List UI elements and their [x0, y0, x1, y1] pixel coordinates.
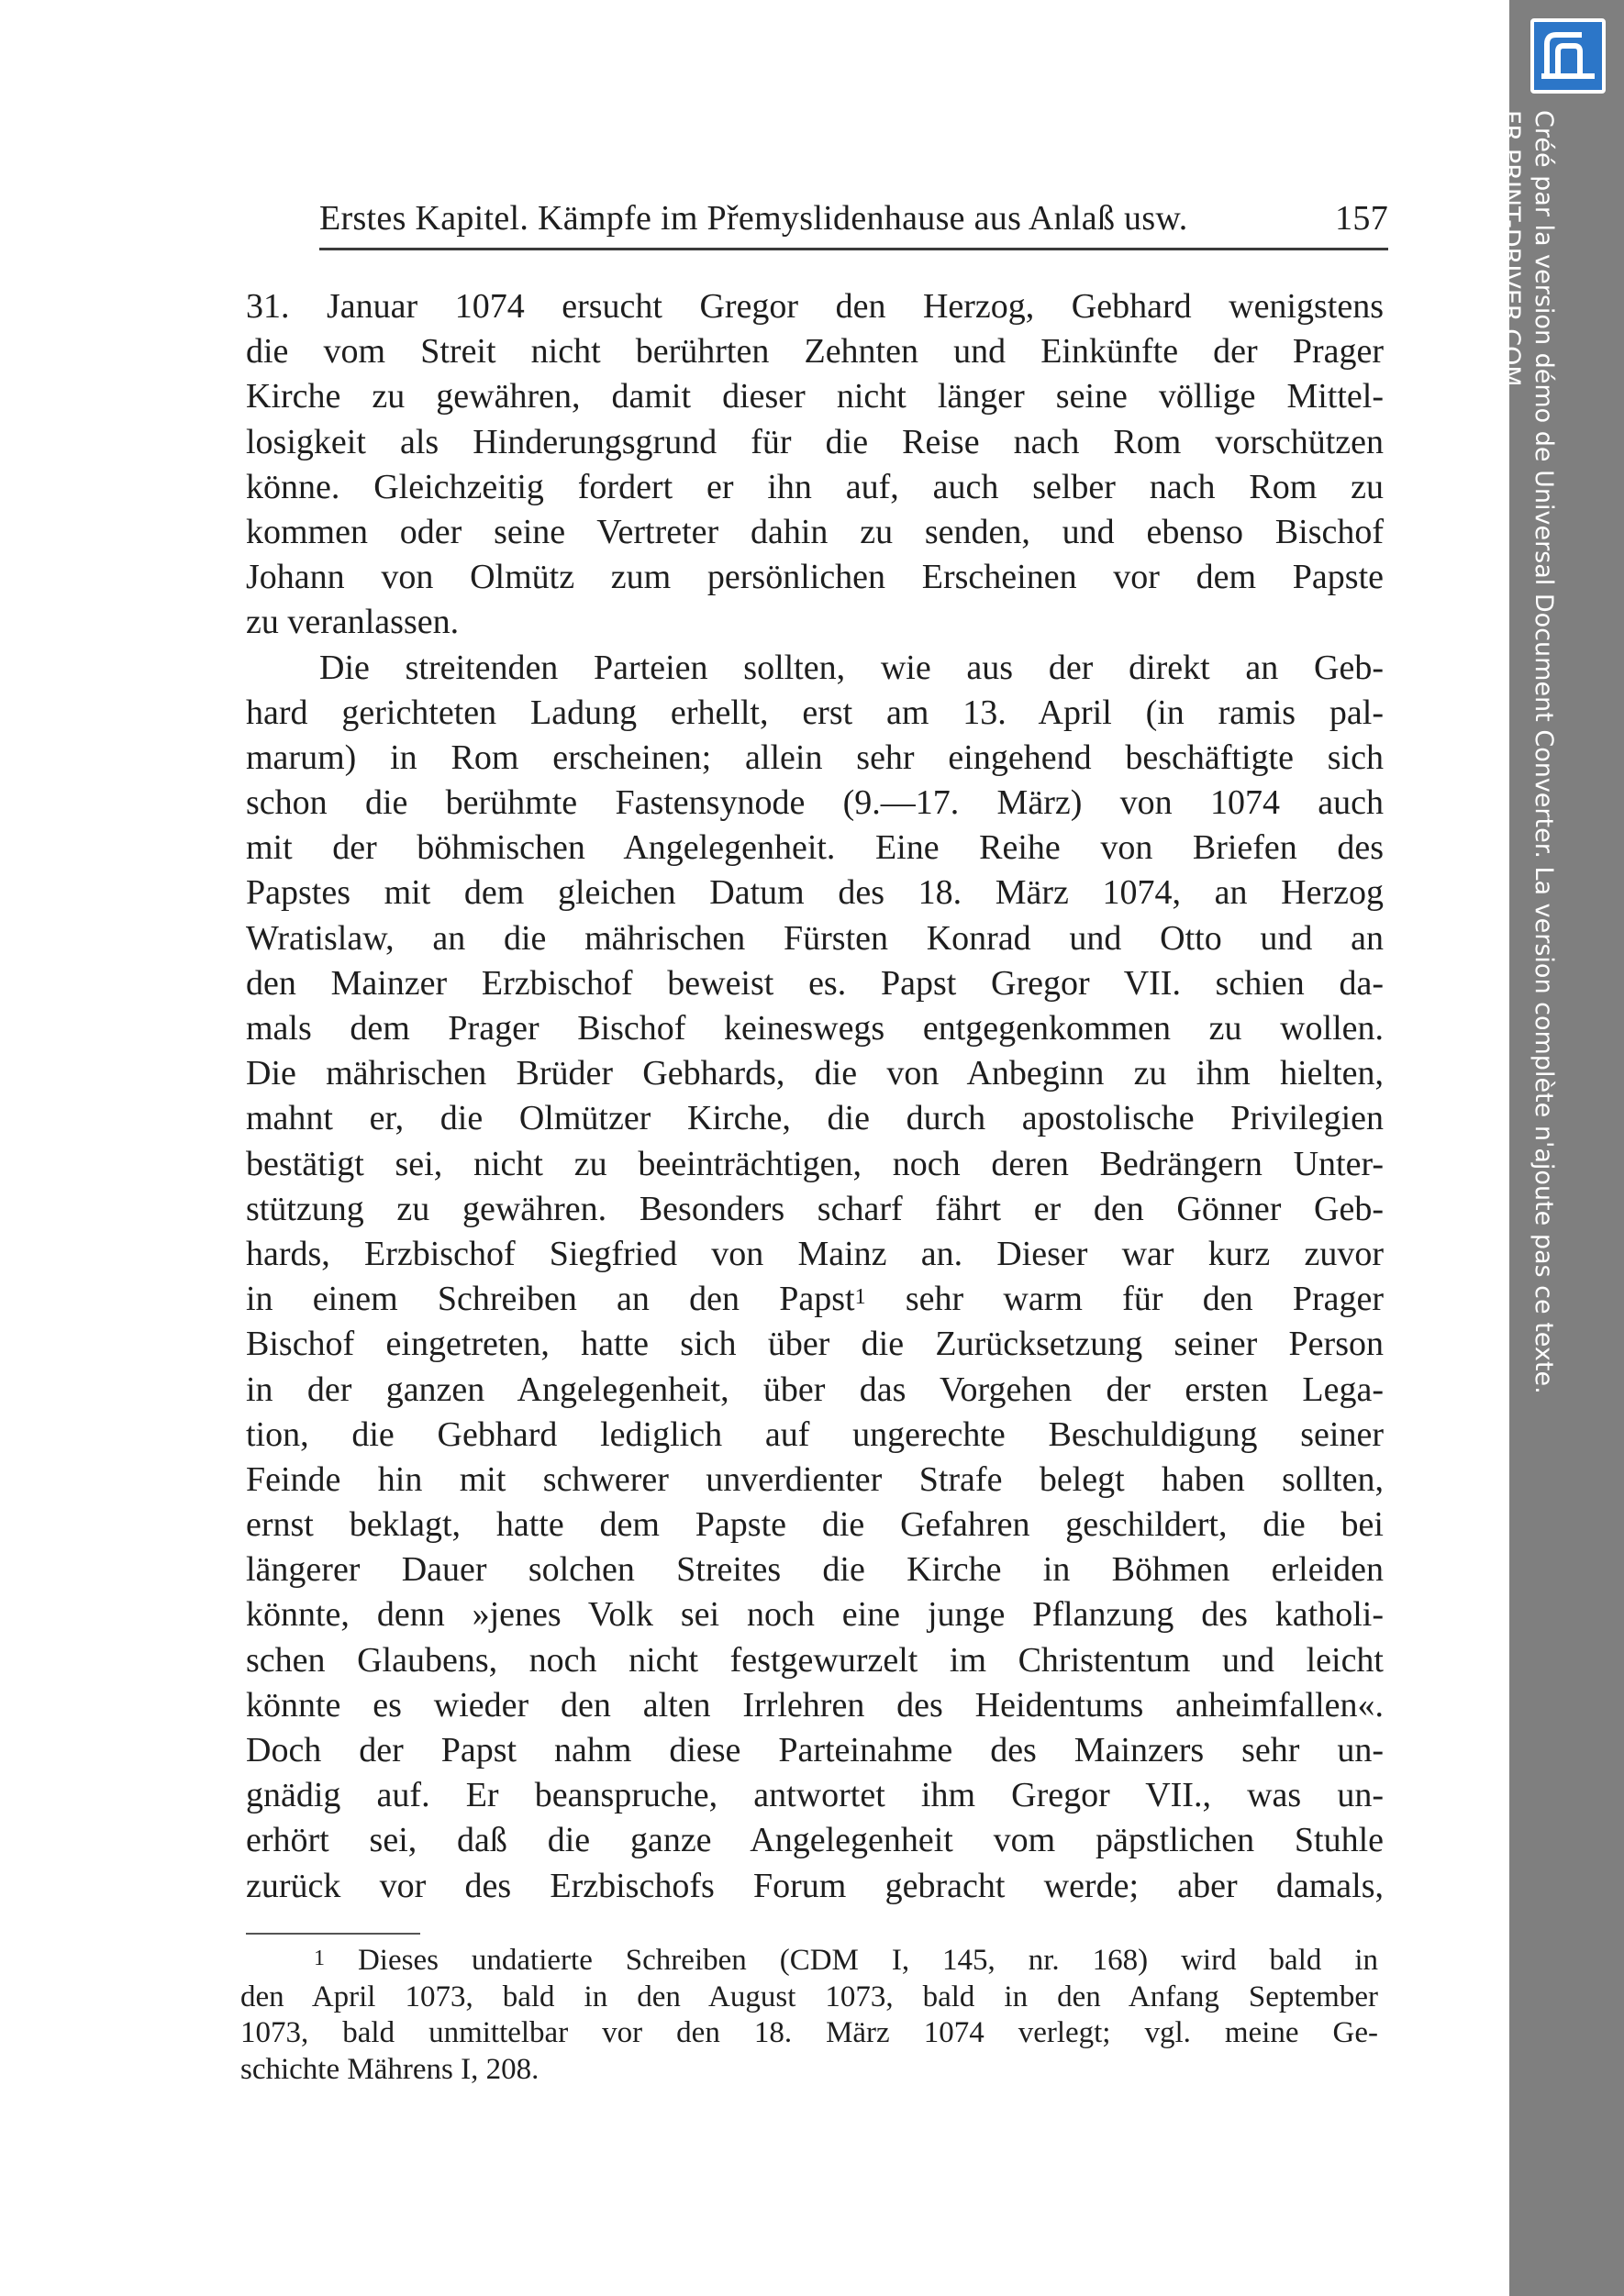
body-text — [246, 284, 1384, 1909]
document-converter-logo-icon — [1530, 18, 1606, 94]
footnote-text: Dieses undatierte Schreiben (CDM I, 145, nr. 168) wird bald in — [357, 1944, 1378, 1977]
text-line: Bischof eingetreten, hatte sich über die Zurücksetzung seiner Person — [246, 1325, 1384, 1364]
text-line: mahnt er, die Olmützer Kirche, die durch apostolische Privilegien — [246, 1099, 1384, 1138]
text-line: zurück vor des Erzbischofs Forum gebracht werde; aber damals, — [246, 1866, 1384, 1905]
text-line: könne. Gleichzeitig fordert er ihn auf, auch selber nach Rom zu — [246, 467, 1384, 506]
text-line: Johann von Olmütz zum persönlichen Erscheinen vor dem Papste — [246, 558, 1384, 597]
footnote-marker: 1 — [314, 1947, 325, 1970]
text-line: ernst beklagt, hatte dem Papste die Gefahren geschildert, die bei — [246, 1505, 1384, 1545]
footnote-line: 1073, bald unmittelbar vor den 18. März 1074 verlegt; vgl. meine Ge- — [240, 2016, 1378, 2049]
text-line: zu veranlassen. — [246, 603, 460, 642]
text-line: mit der böhmischen Angelegenheit. Eine Reihe von Briefen des — [246, 828, 1384, 868]
logo-graphic — [1534, 22, 1602, 90]
text-line: hard gerichteten Ladung erhellt, erst am 13. April (in ramis pal- — [246, 693, 1384, 732]
footnote-line: den April 1073, bald in den August 1073, bald in den Anfang September — [240, 1980, 1378, 2013]
text-line: Die mährischen Brüder Gebhards, die von Anbeginn zu ihm hielten, — [246, 1054, 1384, 1093]
chapter-title: Erstes Kapitel. Kämpfe im Přemyslidenhause aus Anlaß usw. — [319, 199, 1188, 238]
text-line: 31. Januar 1074 ersucht Gregor den Herzog, Gebhard wenigstens — [246, 287, 1384, 326]
text-line: kommen oder seine Vertreter dahin zu senden, und ebenso Bischof — [246, 512, 1384, 551]
text-line: könnte es wieder den alten Irrlehren des Heidentums anheimfallen«. — [246, 1685, 1384, 1725]
footnote-rule — [246, 1933, 420, 1935]
text-line: gnädig auf. Er beanspruche, antwortet ihm Gregor VII., was un- — [246, 1776, 1384, 1815]
text-line: erhört sei, daß die ganze Angelegenheit vom päpstlichen Stuhle — [246, 1821, 1384, 1860]
text-line: Papstes mit dem gleichen Datum des 18. März 1074, an Herzog — [246, 873, 1384, 913]
text-line: schen Glaubens, noch nicht festgewurzelt im Christentum und leicht — [246, 1640, 1384, 1680]
text-line: längerer Dauer solchen Streites die Kirche in Böhmen erleiden — [246, 1550, 1384, 1590]
text-line: Feinde hin mit schwerer unverdienter Strafe belegt haben sollten, — [246, 1459, 1384, 1499]
text-line: Die streitenden Parteien sollten, wie aus der direkt an Geb- — [319, 648, 1384, 687]
text-fragment: sehr warm für den Prager — [865, 1280, 1384, 1319]
footnote-reference: 1 — [854, 1285, 866, 1310]
text-line: bestätigt sei, nicht zu beeinträchtigen, noch deren Bedrängern Unter- — [246, 1144, 1384, 1183]
text-line-with-footnote-ref — [246, 1277, 1384, 1322]
text-line: losigkeit als Hinderungsgrund für die Reise nach Rom vorschützen — [246, 422, 1384, 461]
text-line: den Mainzer Erzbischof beweist es. Papst Gregor VII. schien da- — [246, 963, 1384, 1003]
text-line: stützung zu gewähren. Besonders scharf fährt er den Gönner Geb- — [246, 1189, 1384, 1228]
text-line: in der ganzen Angelegenheit, über das Vorgehen der ersten Lega- — [246, 1370, 1384, 1409]
text-fragment: in einem Schreiben an den Papst — [246, 1280, 855, 1319]
text-line: Kirche zu gewähren, damit dieser nicht länger seine völlige Mittel- — [246, 377, 1384, 416]
watermark-text — [1494, 110, 1560, 1394]
text-line: marum) in Rom erscheinen; allein sehr eingehend beschäftigte sich — [246, 738, 1384, 777]
footnote-line — [240, 1943, 1378, 1980]
watermark-url: FR.PRINT-DRIVER.COM — [1496, 110, 1525, 387]
footnote-line: schichte Mährens I, 208. — [240, 2052, 539, 2086]
text-line: schon die berühmte Fastensynode (9.—17. März) von 1074 auch — [246, 783, 1384, 823]
text-line: tion, die Gebhard lediglich auf ungerechte Beschuldigung seiner — [246, 1414, 1384, 1454]
text-line: mals dem Prager Bischof keineswegs entgegenkommen zu wollen. — [246, 1009, 1384, 1048]
header-rule — [319, 248, 1388, 250]
text-line: Doch der Papst nahm diese Parteinahme des Mainzers sehr un- — [246, 1731, 1384, 1769]
text-line: könnte, denn »jenes Volk sei noch eine junge Pflanzung des katholi- — [246, 1595, 1384, 1635]
footnote — [240, 1943, 1378, 2088]
text-line: die vom Streit nicht berührten Zehnten und Einkünfte der Prager — [246, 332, 1384, 372]
running-head — [319, 193, 1388, 244]
watermark-line: Créé par la version démo de Universal Document Converter. La version complète n'ajoute pas ce texte. — [1529, 110, 1558, 1394]
text-line: hards, Erzbischof Siegfried von Mainz an. Dieser war kurz zuvor — [246, 1234, 1384, 1273]
page-number: 157 — [1335, 199, 1388, 238]
text-line: Wratislaw, an die mährischen Fürsten Konrad und Otto und an — [246, 918, 1384, 958]
